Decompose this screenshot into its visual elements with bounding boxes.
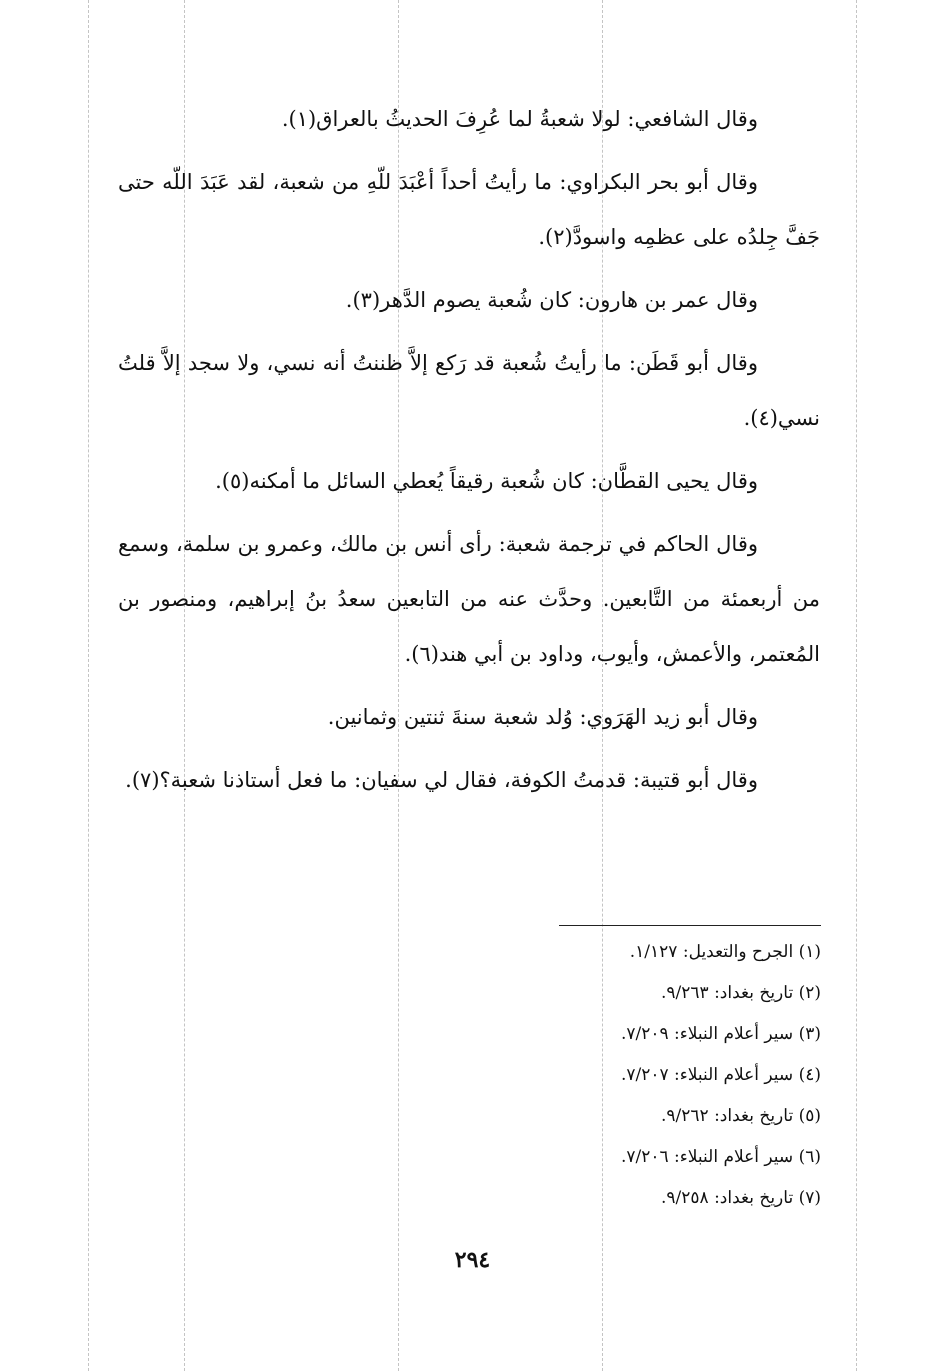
footnote: (٤) سير أعلام النبلاء: ٧/٢٠٧. [620, 1065, 821, 1085]
paragraph: وقال أبو قتيبة: قدمتُ الكوفة، فقال لي سفيان: ما فعل أستاذنا شعبة؟(٧). [125, 768, 758, 792]
footnote: (٦) سير أعلام النبلاء: ٧/٢٠٦. [620, 1147, 821, 1167]
scan-guide-line [856, 0, 857, 1371]
paragraph: وقال يحيى القطَّان: كان شُعبة رقيقاً يُعطي السائل ما أمكنه(٥). [215, 469, 758, 493]
footnote: (٢) تاريخ بغداد: ٩/٢٦٣. [661, 983, 821, 1003]
paragraph: وقال أبو زيد الهَرَوي: وُلد شعبة سنةَ ثنتين وثمانين. [327, 705, 758, 729]
paragraph: وقال الحاكم في ترجمة شعبة: رأى أنس بن مالك، وعمرو بن سلمة، وسمع من أربعمئة من التَّابعين. وحدَّث عنه من التابعين سعدُ بنُ إبراهيم، ومنصور بن المُعتمر، والأعمش، وأيوب، وداود بن أبي هند(٦). [118, 532, 820, 666]
main-text [118, 92, 820, 816]
footnote: (٣) سير أعلام النبلاء: ٧/٢٠٩. [620, 1024, 821, 1044]
paragraph: وقال عمر بن هارون: كان شُعبة يصوم الدَّهر(٣). [345, 288, 758, 312]
footnote: (٧) تاريخ بغداد: ٩/٢٥٨. [661, 1188, 821, 1208]
footnote: (٥) تاريخ بغداد: ٩/٢٦٢. [661, 1106, 821, 1126]
scan-guide-line [88, 0, 89, 1371]
paragraph: وقال الشافعي: لولا شعبةُ لما عُرِفَ الحديثُ بالعراق(١). [281, 107, 758, 131]
paragraph: وقال أبو بحر البكراوي: ما رأيتُ أحداً أعْبَدَ للّهِ من شعبة، لقد عَبَدَ اللّه حتى جَفَّ جِلدُه على عظمِه واسودَّ(٢). [118, 170, 820, 249]
page-number: ٢٩٤ [454, 1247, 491, 1273]
paragraph: وقال أبو قَطَن: ما رأيتُ شُعبة قد رَكع إلاَّ ظننتُ أنه نسي، ولا سجد إلاَّ قلتُ نسي(٤). [118, 351, 820, 430]
footnote: (١) الجرح والتعديل: ١/١٢٧. [629, 942, 821, 962]
footnotes [559, 925, 821, 1219]
